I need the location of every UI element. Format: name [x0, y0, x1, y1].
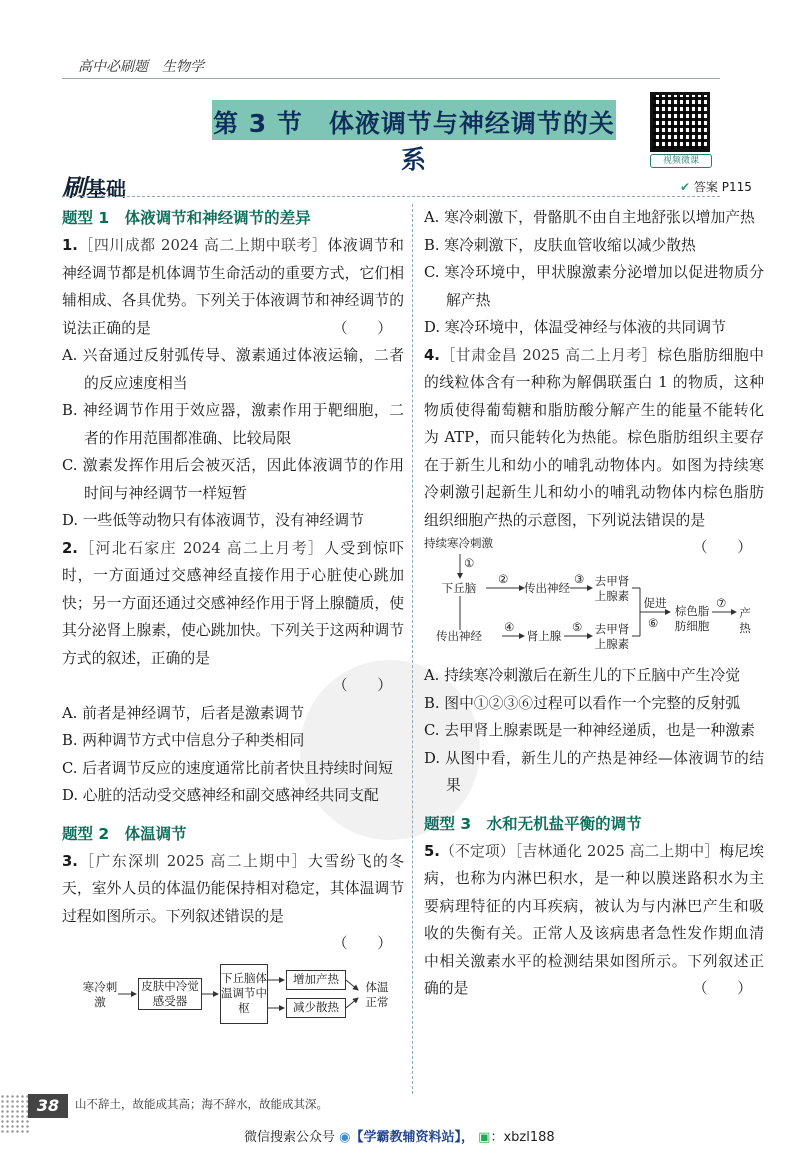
question-5: 5.（不定项）［吉林通化 2025 高二上期中］梅尼埃病，也称为内淋巴积水，是一种以膜迷路积水为主要病理特征的内耳疾病，被认为与内淋巴产生和吸收的失衡有关。正常人及该病患者急性发作期血清中相关激素水平的检测结果如图所示。下列叙述正确的是 （ ）: [424, 842, 764, 997]
cold-label: 持续寒冷刺激: [424, 536, 493, 550]
option-b: B. 两种调节方式中信息分子种类相同: [62, 732, 305, 749]
divider: [62, 196, 720, 197]
option-d: D. 寒冷环境中，体温受神经与体液的共同调节: [424, 319, 726, 336]
efferent-nerve-label: 传出神经: [524, 581, 570, 595]
hypothalamus-label: 下丘脑: [441, 581, 477, 595]
wechat-icon: ▣: [478, 1130, 491, 1145]
globe-icon: ◉: [339, 1130, 351, 1145]
question-3: 3.［广东深圳 2025 高二上期中］大雪纷飞的冬天，室外人员的体温仍能保持相对稳定，其体温调节过程如图所示。下列叙述错误的是: [62, 852, 404, 925]
step-5: ⑤: [572, 620, 583, 634]
option-d: D. 心脏的活动受交感神经和副交感神经共同支配: [62, 787, 379, 804]
qr-label[interactable]: 视频微课: [650, 154, 712, 168]
footer-motto: 山不辞土，故能成其高；海不辞水，故能成其深。: [75, 1097, 328, 1111]
answer-reference: ✔ 答案 P115: [680, 180, 752, 194]
efferent-nerve-label: 传出神经: [436, 629, 482, 643]
promote-label: 促进: [643, 596, 667, 610]
step-7: ⑦: [716, 596, 727, 610]
thermoregulation-diagram: [62, 958, 404, 1028]
step-2: ②: [498, 572, 509, 586]
option-c: C. 去甲肾上腺素既是一种神经递质，也是一种激素: [424, 722, 755, 739]
norepinephrine-label: 去甲肾上腺素: [594, 622, 630, 651]
wechat-footer: 微信搜索公众号 ◉【学霸教辅资料站】， ▣：xbzl188: [244, 1130, 555, 1145]
option-d: D. 一些低等动物只有体液调节，没有神经调节: [62, 512, 364, 529]
answer-paren: （ ）: [332, 935, 392, 952]
header-rule: [62, 78, 720, 79]
book-header: 高中必刷题 生物学: [78, 59, 204, 75]
option-a: A. 持续寒冷刺激后在新生儿的下丘脑中产生冷觉: [424, 667, 741, 684]
option-a: A. 寒冷刺激下，骨骼肌不由自主地舒张以增加产热: [424, 209, 755, 226]
question-2: 2.［河北石家庄 2024 高二上月考］人受到惊吓时，一方面通过交感神经直接作用于心脏使心跳加快；另一方面还通过交感神经作用于肾上腺髓质，使其分泌肾上腺素，使心跳加快。下列关于这两种调节方式的叙述，正确的是: [62, 539, 404, 667]
heat-production-label: 产热: [739, 606, 751, 635]
column-divider: [412, 204, 413, 1094]
cold-stimulus-label: 寒冷刺激: [82, 979, 118, 1009]
option-c: C. 寒冷环境中，甲状腺激素分泌增加以促进物质分解产热: [424, 264, 764, 309]
norepinephrine-label: 去甲肾上腺素: [594, 574, 630, 603]
step-4: ④: [504, 620, 515, 634]
answer-paren: （ ）: [332, 677, 392, 694]
step-1: ①: [464, 556, 475, 570]
decorative-dots: [0, 1094, 30, 1134]
option-b: B. 图中①②③⑥过程可以看作一个完整的反射弧: [424, 694, 741, 712]
adrenal-label: 肾上腺: [526, 629, 562, 643]
page-number: 38: [28, 1094, 68, 1118]
step-6: ⑥: [648, 616, 659, 630]
question-1: 1.［四川成都 2024 高二上期中联考］体液调节和神经调节都是机体调节生命活动的重要方式，它们相辅相成、各具优势。下列关于体液调节和神经调节的说法正确的是 （ ）: [62, 237, 404, 337]
heat-gain-box: 增加产热: [286, 970, 346, 990]
section-heading: 题型 1 体液调节和神经调节的差异: [62, 209, 311, 227]
center-box: 下丘脑体温调节中枢: [220, 964, 268, 1024]
brown-fat-cell-label: 棕色脂肪细胞: [674, 604, 710, 633]
option-d: D. 从图中看，新生儿的产热是神经—体液调节的结果: [424, 749, 764, 794]
normal-temp-label: 体温正常: [365, 979, 389, 1009]
section-title: 第 3 节 体液调节与神经调节的关系: [213, 109, 615, 174]
section-heading: 题型 3 水和无机盐平衡的调节: [424, 814, 642, 833]
heat-loss-box: 减少散热: [286, 998, 346, 1018]
option-a: A. 前者是神经调节，后者是激素调节: [62, 704, 305, 722]
option-c: C. 激素发挥作用后会被灭活，因此体液调节的作用时间与神经调节一样短暂: [62, 457, 404, 502]
qr-code-icon[interactable]: [650, 92, 710, 152]
checkmark-icon: ✔: [680, 180, 691, 194]
brush-basics-label: 刷基础: [62, 174, 126, 202]
option-b: B. 寒冷刺激下，皮肤血管收缩以减少散热: [424, 236, 696, 254]
question-4: 4.［甘肃金昌 2025 高二上月考］棕色脂肪细胞中的线粒体含有一种称为解偶联蛋白 1 的物质，这种物质使得葡萄糖和脂肪酸分解产生的能量不能转化为 ATP，而只能转化为热能。棕色脂肪组织主要存在于新生儿和幼小的哺乳动物体内。如图为持续寒冷刺激引起新生儿和幼小的哺乳动物体内棕色脂肪组织细胞产热的示意图，下列说法错误的是 （ ）: [424, 346, 764, 556]
section-title-box: [212, 100, 616, 174]
brown-fat-diagram: [424, 534, 764, 662]
option-b: B. 神经调节作用于效应器，激素作用于靶细胞，二者的作用范围都准确、比较局限: [62, 402, 404, 447]
option-a: A. 兴奋通过反射弧传导、激素通过体液运输，二者的反应速度相当: [62, 347, 404, 392]
section-heading: 题型 2 体温调节: [62, 824, 187, 843]
receptor-box: 皮肤中冷觉感受器: [138, 978, 202, 1010]
option-c: C. 后者调节反应的速度通常比前者快且持续时间短: [62, 759, 393, 777]
right-column: [424, 204, 764, 1003]
left-column: [62, 204, 404, 1028]
step-3: ③: [574, 572, 585, 586]
